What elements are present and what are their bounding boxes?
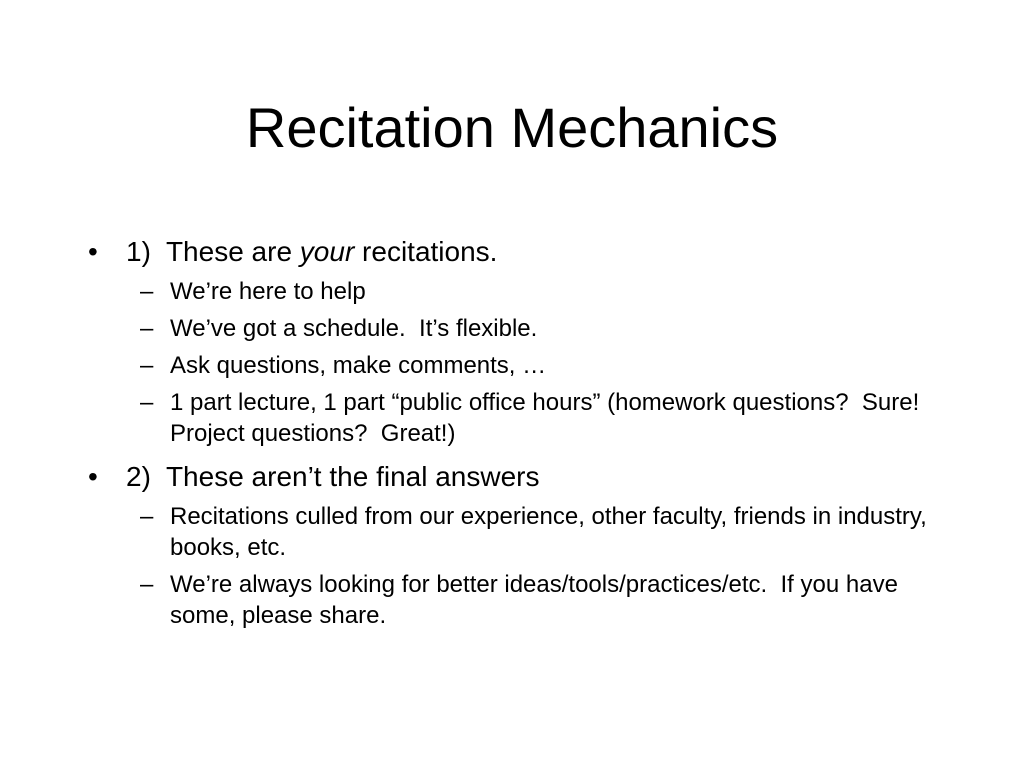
sub-item [140, 387, 948, 449]
sub-item [140, 501, 948, 563]
bullet-text: 2) These aren’t the final answers [126, 461, 540, 492]
slide-body [88, 226, 948, 641]
sub-item-text: Ask questions, make comments, … [170, 352, 547, 379]
sub-item [140, 313, 948, 344]
slide-title: Recitation Mechanics [245, 96, 779, 159]
bullet-item-1 [88, 234, 948, 270]
dash-marker: – [140, 503, 154, 530]
dash-marker: – [140, 352, 154, 379]
dash-marker: – [140, 315, 154, 342]
sub-item-text: We’ve got a schedule. It’s flexible. [170, 315, 538, 342]
bullet-text-lead: 1) These are [126, 236, 300, 267]
dash-marker: – [140, 571, 154, 598]
sub-item-text: Recitations culled from our experience, other faculty, friends in industry, books, etc. [170, 503, 934, 561]
sub-item [140, 569, 948, 631]
bullet-text-emphasis: your [299, 236, 355, 267]
sublist-2 [140, 501, 948, 631]
dash-marker: – [140, 278, 154, 305]
bullet-text-tail: recitations. [354, 236, 498, 267]
sub-item [140, 350, 948, 381]
bullet-marker: • [88, 461, 98, 492]
sub-item-text: 1 part lecture, 1 part “public office hours” (homework questions? Sure! Project questions? Great!) [170, 389, 933, 447]
dash-marker: – [140, 389, 154, 416]
sub-item-text: We’re here to help [170, 278, 366, 305]
sub-item-text: We’re always looking for better ideas/tools/practices/etc. If you have some, please share. [170, 571, 905, 629]
sub-item [140, 276, 948, 307]
bullet-marker: • [88, 236, 98, 267]
bullet-item-2 [88, 459, 948, 495]
sublist-1 [140, 276, 948, 449]
